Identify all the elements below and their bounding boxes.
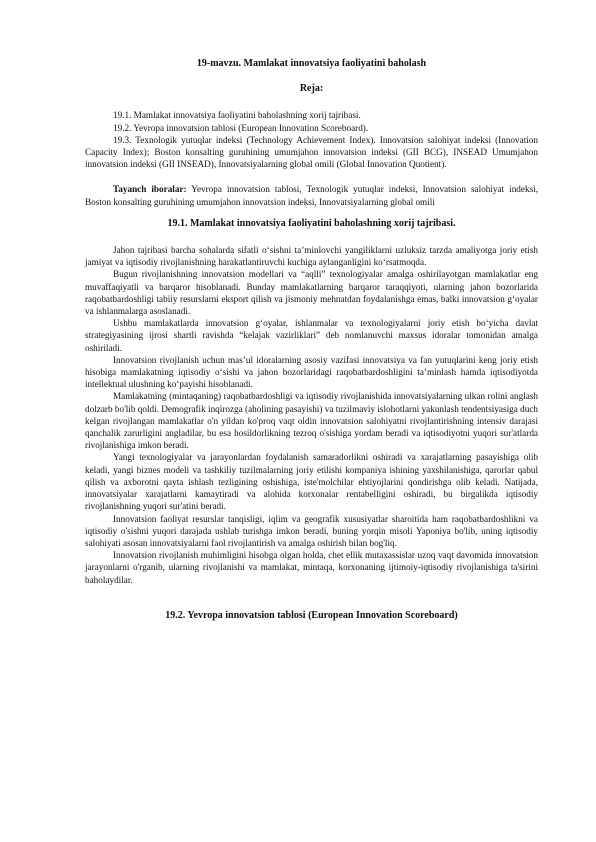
- plan-item: 19.2. Yevropa innovatsion tablosi (European Innovation Scoreboard).: [113, 122, 369, 133]
- body-paragraph: Mamlakatning (mintaqaning) raqobatbardoshligi va iqtisodiy rivojlanishida innovatsiyalarning ulkan rolini anglash dolzarb bo'lib qoldi. Demografik inqirozga (aholining pasayishi) va tuzilmaviy islohotlarni yakunlash tendentsiyasiga duch kelgan rivojlangan mamlakatlar o'n yildan ko'proq vaqt oldin innovatsion salohiyatni rivojlantirishning intensiv darajasi qanchalik zarurligini angladilar, bu esa hosildorlikning tezroq o'sishiga yordam beradi va iqtisodiyotni yuqori sur'atlarda rivojlanishiga imkon beradi.: [85, 391, 538, 451]
- plan-heading: Reja:: [299, 83, 324, 95]
- body-paragraph: Ushbu mamlakatlarda innovatsion g‘oyalar, ishlanmalar va texnologiyalarni joriy etish bo‘yicha davlat strategiyasining ijrosi shartli ravishda “kelajak vazirliklari” deb nomlanuvchi maxsus idoralar tomonidan amalga oshiriladi.: [85, 318, 538, 353]
- plan-list: [85, 109, 538, 170]
- body-paragraph: Yangi texnologiyalar va jarayonlardan foydalanish samaradorlikni oshiradi va xarajatlarning pasayishiga olib keladi, yangi biznes modeli va tashkiliy tuzilmalarning joriy etilishi kompaniya ishining yaxshilanishiga, qarorlar qabul qilish va axborotni qayta ishlash tezligining oshishiga, iste'molchilar ehtiyojlarini qondirishga olib keladi. Natijada, innovatsiyalar xarajatlarni kamaytiradi va alohida korxonalar rentabelligini oshiradi, bu birgalikda iqtisodiy rivojlanishning yuqori sur'atini beradi.: [85, 452, 538, 512]
- section-heading: 19.1. Mamlakat innovatsiya faoliyatini baholashning xorij tajribasi.: [167, 217, 456, 229]
- body-paragraph: Innovatsion rivojlanish muhimligini hisobga olgan holda, chet ellik mutaxassislar uzoq vaqt davomida innovatsion jarayonlarni o'rganib, ularning rivojlanishi va mamlakat, mintaqa, korxonaning ijtimoiy-iqtisodiy rivojlanishiga ta'sirini baholaydilar.: [85, 550, 538, 585]
- body-paragraph: Bugun rivojlanishning innovatsion modellari va “aqlli” texnologiyalar amalga oshirilayotgan mamlakatlar eng muvaffaqiyatli va barqaror hisoblanadi. Bunday mamlakatlarning barqaror taraqqiyoti, ularning jahon bozorlarida raqobatbardoshligi tabiiy resurslarni eksport qilish va jismoniy mehnatdan foydalanishga emas, balki innovatsion g‘oyalar va ishlanmalarga asoslanadi.: [85, 269, 538, 317]
- document-page: [85, 58, 538, 622]
- keywords-text: Yevropa innovatsion tablosi, Texnologik yutuqlar indeksi, Innovatsion salohiyat indeksi, Boston konsalting guruhining umumjahon innovatsion indeksi, Innovatsiyalarning global omili: [85, 184, 538, 207]
- section-heading: 19.2. Yevropa innovatsion tablosi (European Innovation Scoreboard): [165, 609, 458, 621]
- keywords-label: Tayanch iboralar:: [113, 184, 187, 195]
- plan-item: 19.1. Mamlakat innovatsiya faoliyatini baholashning xorij tajribasi.: [113, 110, 361, 121]
- keywords-paragraph: [85, 183, 538, 207]
- section-body: [85, 244, 538, 586]
- body-paragraph: Innovatsion faoliyat resurslar tanqisligi, iqlim va geografik xususiyatlar sharoitida ham raqobatbardoshlikni va iqtisodiy o'sishni yuqori darajada ushlab turishga imkon beradi, buning yorqin misoli Yaponiya bo'lib, uning iqtisodiy salohiyati asosan innovatsiyalarni faol rivojlantirish va amalga oshirish bilan bog'liq.: [85, 513, 538, 548]
- plan-item: 19.3. Texnologik yutuqlar indeksi (Technology Achievement Index). Innovatsion salohiyat indeksi (Innovation Capacity Index); Boston konsalting guruhining umumjahon innovatsion indeksi (GII BCG), INSEAD Umumjahon innovatsion indeksi (GII INSEAD), Innovatsiyalarning global omili (Global Innovation Quotient).: [85, 134, 538, 170]
- body-paragraph: Jahon tajribasi barcha sohalarda sifatli o‘sishni ta’minlovchi yangiliklarni uzluksiz tarzda amaliyotga joriy etish jamiyat va iqtisodiy rivojlanishning harakatlantiruvchi kuchiga aylanganligini ko‘rsatmoqda.: [85, 245, 538, 268]
- body-paragraph: Innovatsion rivojlanish uchun mas’ul idoralarning asosiy vazifasi innovatsiya va fan yutuqlarini keng joriy etish hisobiga mamlakatning iqtisodiy o‘sishi va jahon bozorlaridagi raqobatbardoshligini ta’minlash hamda iqtisodiyotda intellektual ulushning ko‘payishi hisoblanadi.: [85, 354, 538, 390]
- page-title: 19-mavzu. Mamlakat innovatsiya faoliyatini baholash: [196, 58, 427, 69]
